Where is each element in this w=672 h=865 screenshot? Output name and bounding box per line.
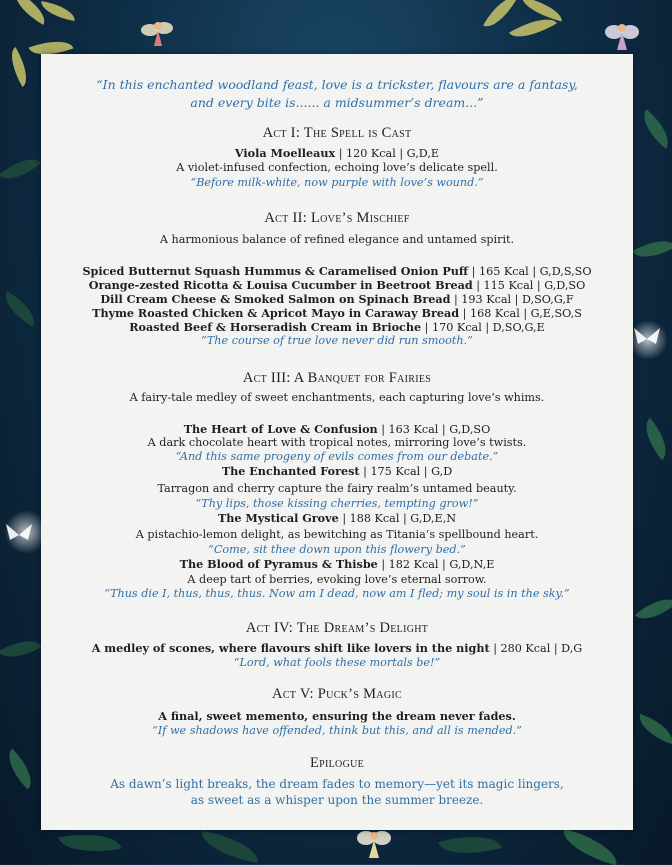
- item-info: | 188 Kcal | G,D,E,N: [338, 512, 457, 525]
- menu-item: [41, 292, 633, 307]
- leaf-decoration: [519, 0, 565, 21]
- act-3-title: Act III: A Banquet for Fairies: [242, 370, 432, 386]
- item-description: A violet-infused confection, echoing love’s delicate spell.: [176, 161, 498, 174]
- item-info: | 168 Kcal | G,E,SO,S: [459, 307, 582, 320]
- act-5-title: Act V: Puck’s Magic: [272, 686, 402, 702]
- item-quote: “And this same progeny of evils comes from our debate.”: [175, 450, 499, 463]
- leaf-decoration: [438, 827, 502, 864]
- item-name: Spiced Butternut Squash Hummus & Caramelised Onion Puff: [82, 264, 469, 278]
- section-description: A fairy-tale medley of sweet enchantments, each capturing love’s whims.: [129, 391, 545, 404]
- item-description: A pistachio-lemon delight, as bewitching as Titania’s spellbound heart.: [135, 528, 539, 541]
- item-name: Roasted Beef & Horseradish Cream in Brioche: [129, 320, 422, 334]
- item-quote: “Thus die I, thus, thus, thus. Now am I dead, now am I fled; my soul is in the sky.”: [104, 587, 570, 600]
- fairy-icon: [140, 16, 176, 56]
- item-info: | 163 Kcal | G,D,SO: [377, 423, 491, 436]
- item-quote: “Before milk-white, now purple with love’s wound.”: [190, 176, 484, 189]
- leaf-decoration: [635, 109, 672, 149]
- menu-item: [41, 641, 633, 656]
- item-description: A deep tart of berries, evoking love’s eternal sorrow.: [187, 573, 487, 586]
- act-1-title: Act I: The Spell is Cast: [262, 125, 412, 141]
- menu-item: [41, 264, 633, 279]
- item-info: | 165 Kcal | G,D,S,SO: [468, 265, 592, 278]
- menu-item: [41, 320, 633, 335]
- act-4-title: Act IV: The Dream’s Delight: [245, 620, 429, 636]
- intro-line: and every bite is...... a midsummer’s dream...”: [190, 95, 484, 110]
- menu-item: [41, 511, 633, 526]
- leaf-decoration: [635, 589, 672, 629]
- item-name: Thyme Roasted Chicken & Apricot Mayo in Caraway Bread: [92, 306, 460, 320]
- item-info: | 193 Kcal | D,SO,G,F: [450, 293, 574, 306]
- item-quote: “Thy lips, those kissing cherries, tempting grow!”: [195, 497, 479, 510]
- leaf-decoration: [0, 149, 41, 189]
- act-2-title: Act II: Love’s Mischief: [264, 210, 410, 226]
- menu-item: [41, 422, 633, 437]
- leaf-decoration: [558, 829, 622, 865]
- epilogue-line: as sweet as a whisper upon the summer breeze.: [190, 793, 484, 807]
- item-description: Tarragon and cherry capture the fairy realm’s untamed beauty.: [157, 482, 517, 495]
- item-info: | 120 Kcal | G,D,E: [335, 147, 440, 160]
- menu-item: [41, 306, 633, 321]
- epilogue-title: Epilogue: [309, 755, 365, 771]
- leaf-decoration: [483, 0, 517, 33]
- item-info: | 182 Kcal | G,D,N,E: [377, 558, 495, 571]
- fairy-icon: [356, 824, 392, 864]
- item-name: The Mystical Grove: [217, 511, 339, 525]
- leaf-decoration: [0, 291, 42, 327]
- item-name: Dill Cream Cheese & Smoked Salmon on Spinach Bread: [100, 292, 451, 306]
- intro-quote: [41, 76, 633, 112]
- leaf-decoration: [3, 47, 34, 87]
- butterfly-icon: [632, 324, 662, 354]
- item-name: Orange-zested Ricotta & Louisa Cucumber in Beetroot Bread: [88, 278, 473, 292]
- item-info: | 170 Kcal | D,SO,G,E: [421, 321, 545, 334]
- item-info: | 115 Kcal | G,D,SO: [472, 279, 586, 292]
- item-name: The Heart of Love & Confusion: [183, 422, 378, 436]
- leaf-decoration: [59, 827, 122, 859]
- leaf-decoration: [199, 831, 262, 863]
- leaf-decoration: [632, 231, 672, 267]
- menu-item: [41, 146, 633, 161]
- menu-card: [41, 54, 633, 830]
- item-name: A final, sweet memento, ensuring the dream never fades.: [158, 709, 516, 723]
- item-quote: “Lord, what fools these mortals be!”: [233, 656, 441, 669]
- leaf-decoration: [39, 1, 77, 21]
- item-info: | 175 Kcal | G,D: [359, 465, 453, 478]
- item-description: A dark chocolate heart with tropical notes, mirroring love’s twists.: [147, 436, 527, 449]
- item-name: A medley of scones, where flavours shift like lovers in the night: [91, 641, 490, 655]
- leaf-decoration: [0, 631, 42, 667]
- leaf-decoration: [636, 418, 672, 460]
- item-quote: “Come, sit thee down upon this flowery bed.”: [208, 543, 466, 556]
- intro-line: “In this enchanted woodland feast, love is a trickster, flavours are a fantasy,: [96, 77, 578, 92]
- menu-item: [41, 557, 633, 572]
- item-name: The Enchanted Forest: [221, 464, 360, 478]
- fairy-icon: [604, 18, 640, 58]
- item-info: | 280 Kcal | D,G: [489, 642, 583, 655]
- epilogue-line: As dawn’s light breaks, the dream fades to memory—yet its magic lingers,: [110, 777, 564, 791]
- section-description: A harmonious balance of refined elegance and untamed spirit.: [159, 233, 515, 246]
- item-quote: “If we shadows have offended, think but this, and all is mended.”: [152, 724, 522, 737]
- item-name: Viola Moelleaux: [234, 146, 336, 160]
- butterfly-icon: [4, 520, 34, 550]
- item-name: The Blood of Pyramus & Thisbe: [179, 557, 378, 571]
- menu-item: [41, 464, 633, 479]
- menu-item: [41, 278, 633, 293]
- item-quote: “The course of true love never did run smooth.”: [201, 334, 473, 347]
- leaf-decoration: [0, 748, 41, 789]
- leaf-decoration: [634, 714, 672, 745]
